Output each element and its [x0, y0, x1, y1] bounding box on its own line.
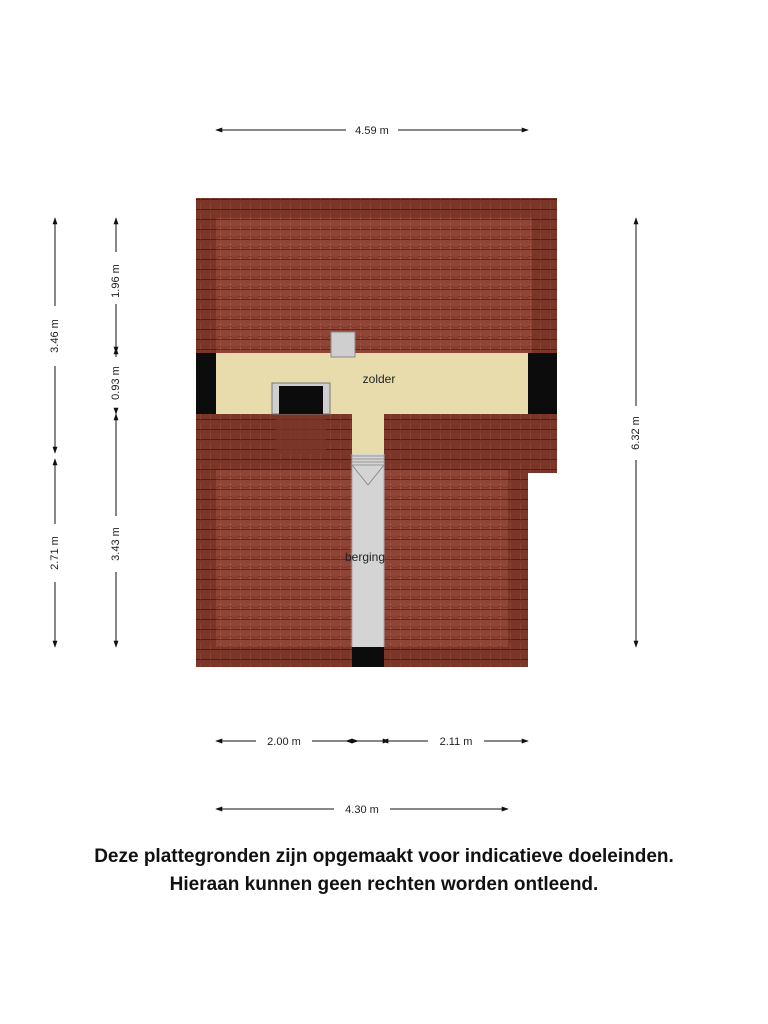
dimension-left-inner-bottom-label: 3.43 m	[110, 527, 122, 561]
dimension-bottom-right-label: 2.11 m	[439, 736, 473, 748]
room-label-attic: zolder	[362, 372, 396, 386]
roof-hatch	[272, 383, 330, 414]
chimney	[331, 332, 355, 357]
dimension-left-inner-top	[110, 218, 122, 353]
dimension-left-inner-top-label: 1.96 m	[110, 264, 122, 298]
dimension-right-height	[630, 218, 642, 647]
stair-opening	[352, 647, 384, 667]
disclaimer-line-2: Hieraan kunnen geen rechten worden ontleend.	[169, 874, 599, 895]
dimension-left-outer-lower-label: 2.71 m	[49, 536, 61, 570]
dimension-bottom-left-label: 2.00 m	[267, 736, 301, 748]
dimension-left-inner-middle	[110, 348, 122, 414]
dimension-bottom-left	[216, 736, 358, 748]
dimension-bottom-total-label: 4.30 m	[345, 804, 379, 816]
dimension-left-outer-upper	[49, 218, 61, 453]
roof-upper	[196, 198, 557, 353]
dimension-left-inner-middle-label: 0.93 m	[110, 366, 122, 400]
dimension-left-inner-bottom	[110, 414, 122, 647]
roof-lower-left	[196, 454, 352, 667]
room-label-storage: berging	[344, 550, 386, 564]
dimension-top-width-label: 4.59 m	[355, 125, 389, 137]
dimension-left-outer-upper-label: 3.46 m	[49, 319, 61, 353]
wall-right	[528, 353, 557, 414]
dimension-left-outer-lower	[49, 459, 61, 647]
dimension-bottom-total	[216, 804, 508, 816]
roof-lower-right	[384, 454, 528, 667]
attic-floor-connector	[352, 414, 384, 454]
dimension-top-width	[216, 125, 528, 137]
disclaimer-line-1: Deze plattegronden zijn opgemaakt voor indicatieve doeleinden.	[94, 846, 674, 867]
dimension-bottom-right	[382, 736, 528, 748]
dimension-right-height-label: 6.32 m	[630, 416, 642, 450]
wall-left	[196, 353, 216, 414]
roof-middle-left	[196, 414, 352, 454]
